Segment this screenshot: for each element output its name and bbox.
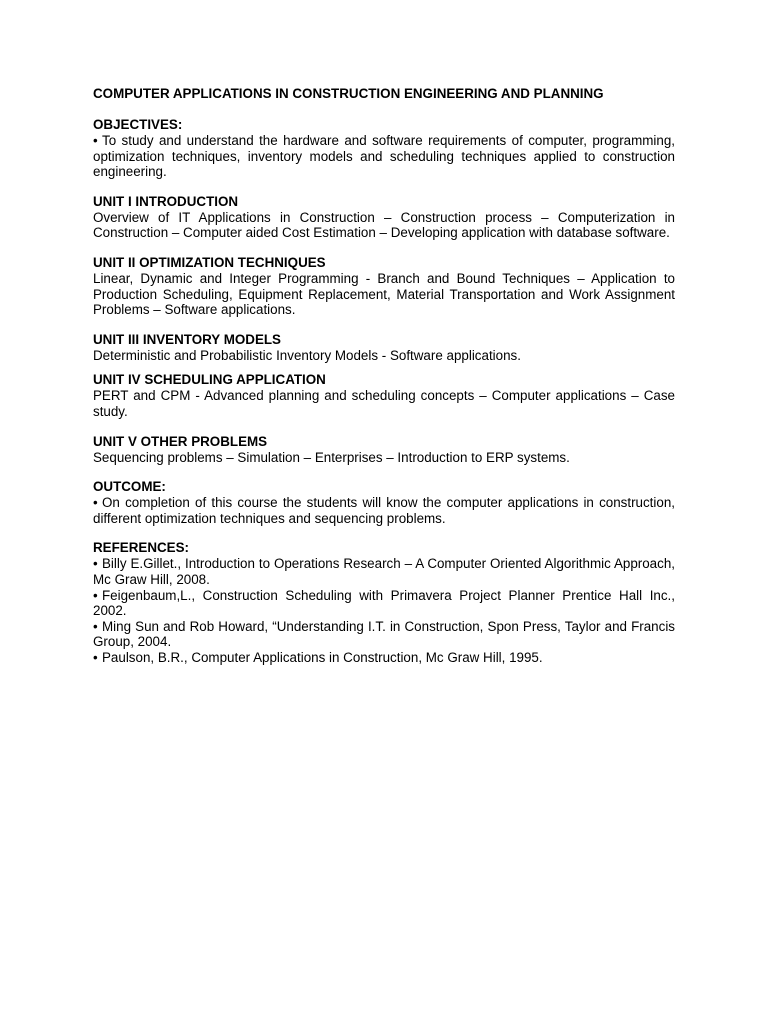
unit-3-text: Deterministic and Probabilistic Inventory Models - Software applications. xyxy=(93,347,521,363)
unit-2-section xyxy=(93,255,675,318)
unit-5-heading: UNIT V OTHER PROBLEMS xyxy=(93,433,268,449)
reference-item xyxy=(93,650,675,666)
reference-text: Ming Sun and Rob Howard, “Understanding I.T. in Construction, Spon Press, Taylor and Francis Group, 2004. xyxy=(93,618,675,650)
reference-item xyxy=(93,556,675,587)
reference-text: Feigenbaum,L., Construction Scheduling with Primavera Project Planner Prentice Hall Inc., 2002. xyxy=(93,587,675,619)
unit-5-text: Sequencing problems – Simulation – Enterprises – Introduction to ERP systems. xyxy=(93,449,570,465)
bullet-icon: • xyxy=(93,495,98,511)
reference-item xyxy=(93,588,675,619)
unit-3-section xyxy=(93,332,675,364)
outcome-section xyxy=(93,479,675,526)
references-heading: REFERENCES: xyxy=(93,540,189,556)
objective-text: To study and understand the hardware and software requirements of computer, programming, optimization techniques, inventory models and scheduling techniques applied to construction engineering. xyxy=(93,133,675,180)
references-list xyxy=(93,556,675,665)
unit-1-text: Overview of IT Applications in Construction – Construction process – Computerization in Construction – Computer aided Cost Estimation – Developing application with database software. xyxy=(93,209,675,241)
unit-4-section xyxy=(93,372,675,419)
bullet-icon: • xyxy=(93,556,98,572)
reference-item xyxy=(93,619,675,650)
objectives-section xyxy=(93,117,675,180)
references-section xyxy=(93,540,675,665)
unit-4-heading: UNIT IV SCHEDULING APPLICATION xyxy=(93,372,326,388)
reference-text: Paulson, B.R., Computer Applications in Construction, Mc Graw Hill, 1995. xyxy=(102,649,543,665)
unit-1-section xyxy=(93,194,675,241)
outcome-list xyxy=(93,495,675,526)
unit-1-heading: UNIT I INTRODUCTION xyxy=(93,193,239,209)
reference-text: Billy E.Gillet., Introduction to Operations Research – A Computer Oriented Algorithmic Approach, Mc Graw Hill, 2008. xyxy=(93,556,675,587)
outcome-item xyxy=(93,495,675,526)
unit-3-heading: UNIT III INVENTORY MODELS xyxy=(93,331,281,347)
unit-5-section xyxy=(93,434,675,466)
unit-2-heading: UNIT II OPTIMIZATION TECHNIQUES xyxy=(93,254,326,270)
objectives-list xyxy=(93,133,675,180)
unit-4-text: PERT and CPM - Advanced planning and scheduling concepts – Computer applications – Case study. xyxy=(93,388,675,419)
bullet-icon: • xyxy=(93,649,98,665)
bullet-icon: • xyxy=(93,133,98,148)
bullet-icon: • xyxy=(93,618,98,634)
objective-item xyxy=(93,133,675,180)
course-title: COMPUTER APPLICATIONS IN CONSTRUCTION ENGINEERING AND PLANNING xyxy=(93,86,604,101)
objectives-heading: OBJECTIVES: xyxy=(93,117,183,132)
outcome-heading: OUTCOME: xyxy=(93,479,166,495)
outcome-text: On completion of this course the students will know the computer applications in construction, different optimization techniques and sequencing problems. xyxy=(93,495,675,526)
unit-2-text: Linear, Dynamic and Integer Programming - Branch and Bound Techniques – Application to Production Scheduling, Equipment Replacement, Material Transportation and Work Assignment Problems – Software applications. xyxy=(93,270,675,318)
bullet-icon: • xyxy=(93,587,98,603)
